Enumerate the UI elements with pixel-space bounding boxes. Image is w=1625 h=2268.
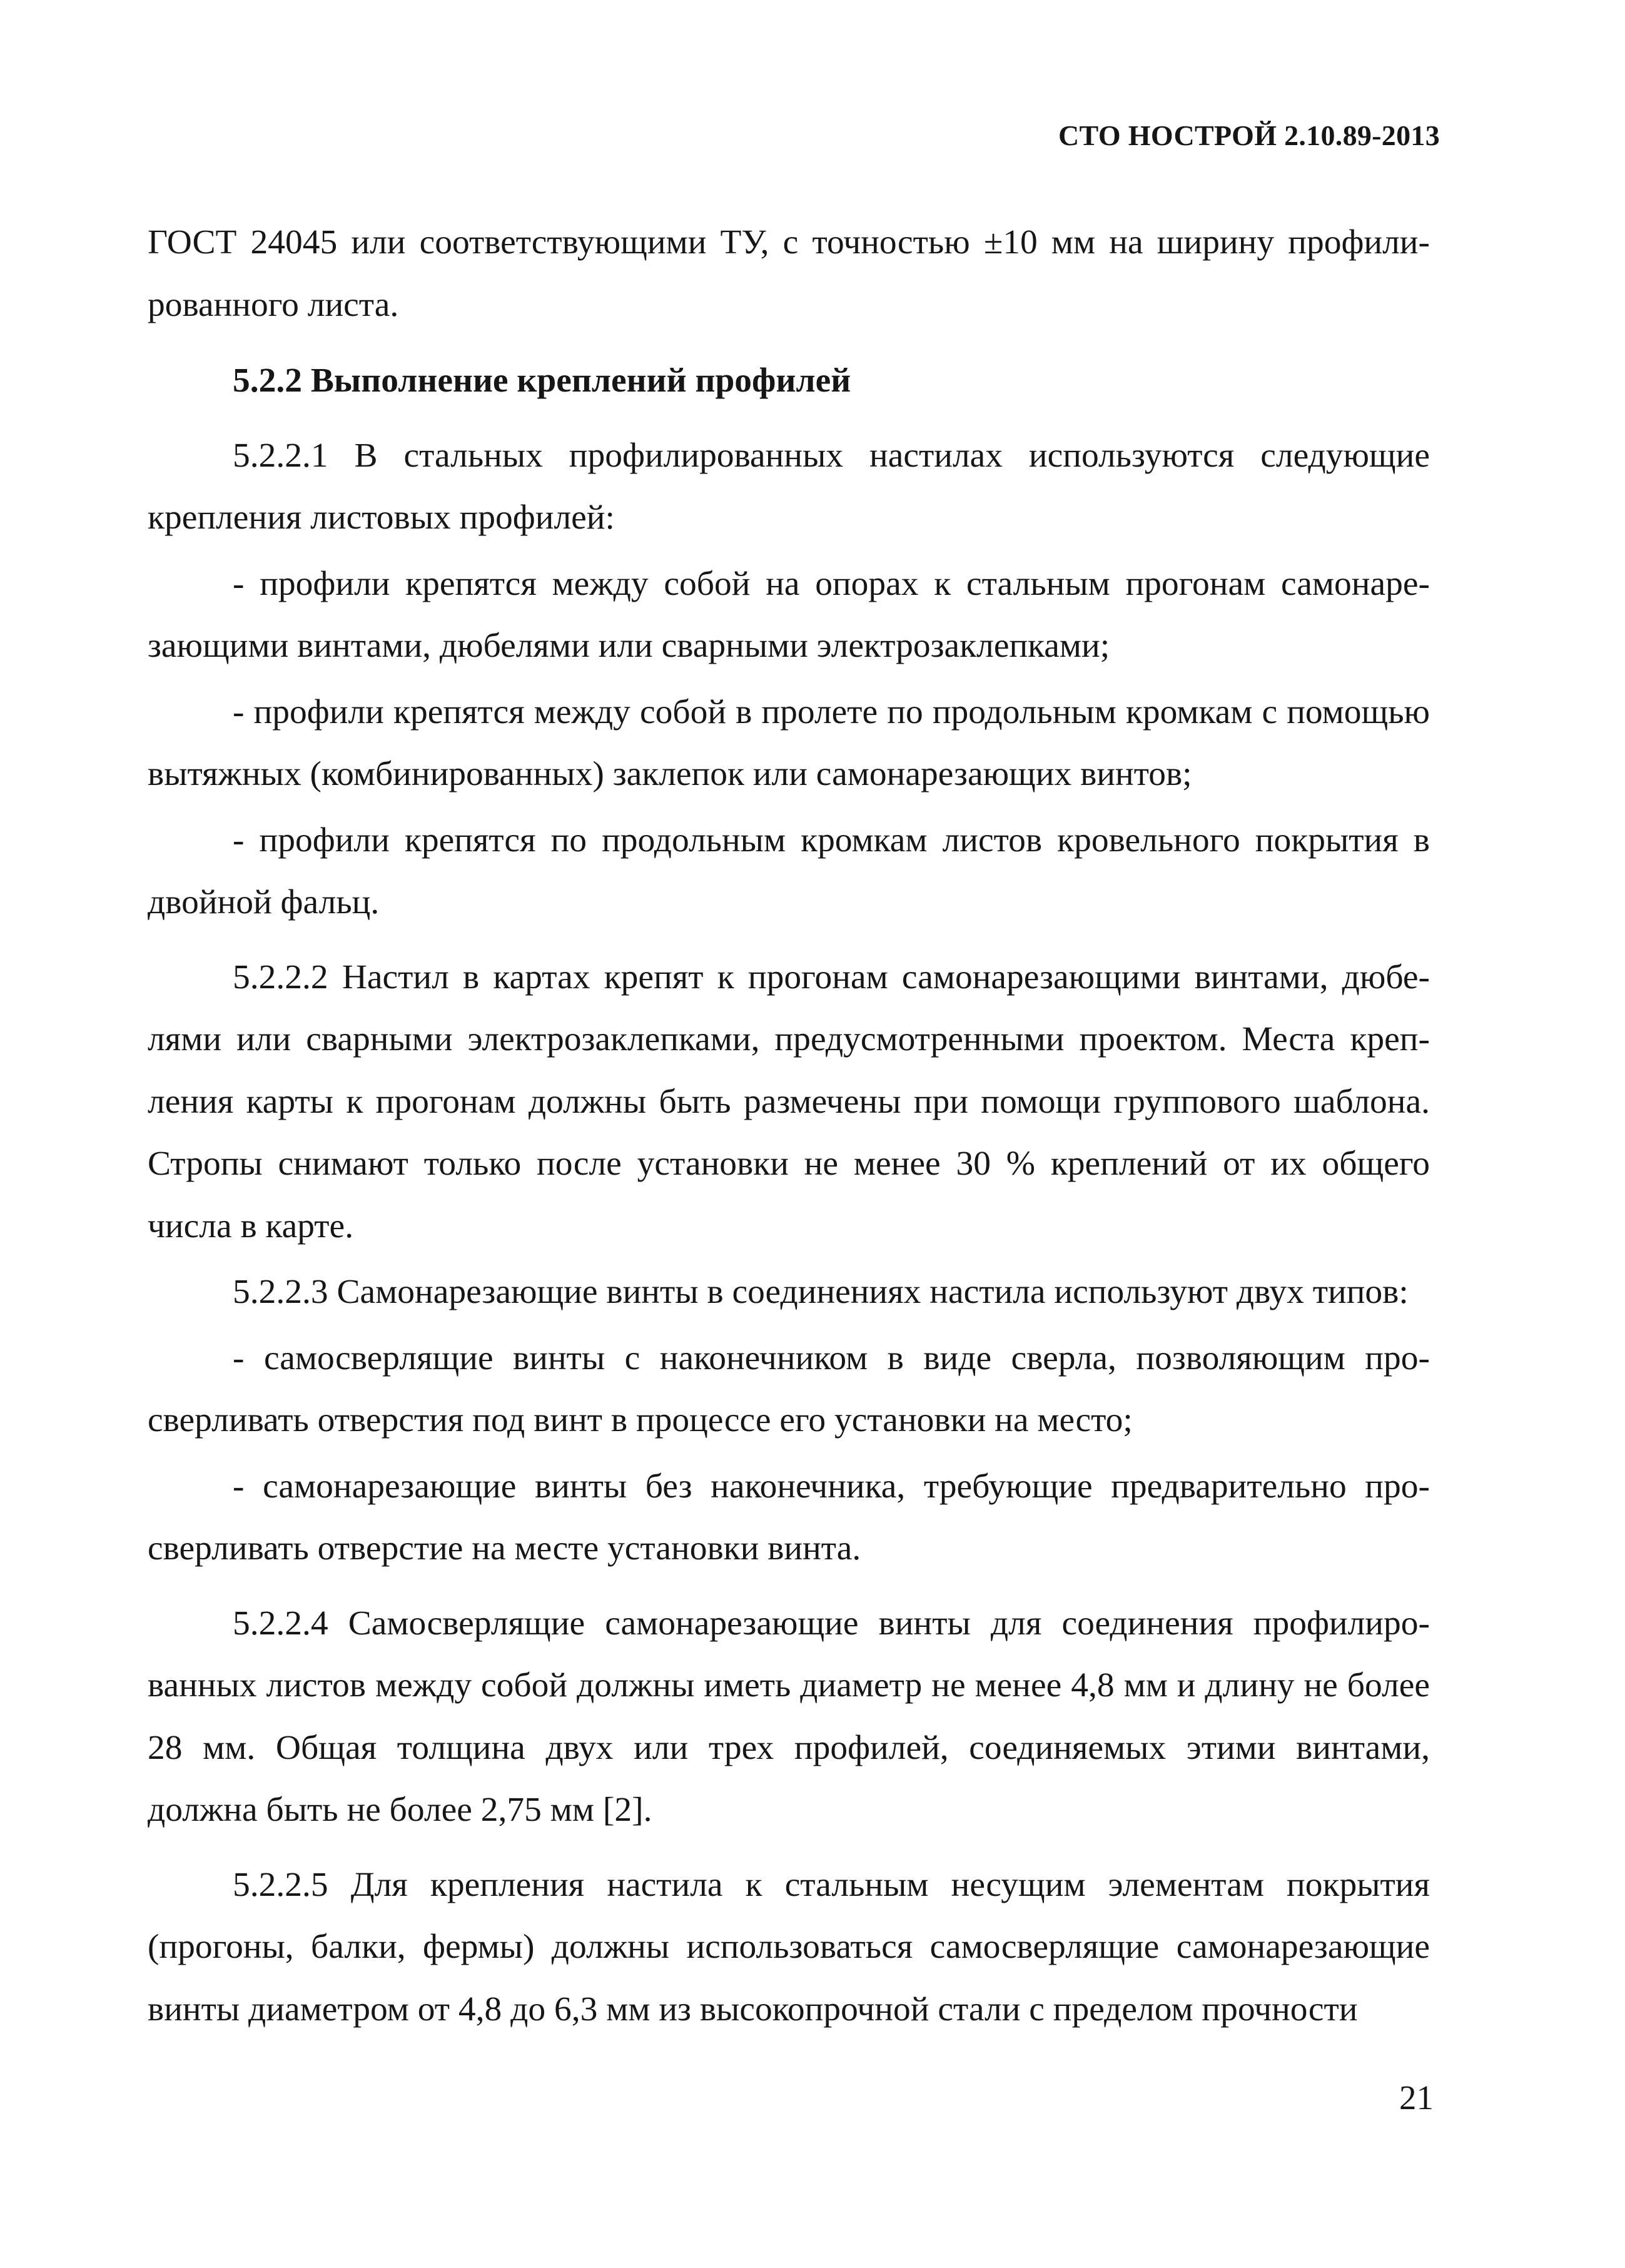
- list-item-fastening-span: - профили крепятся между собой в пролете по продольным кромкам с помощью вытяжных (комбинированных) заклепок или самонарезающих винтов;: [148, 692, 1430, 793]
- list-item-double-seam: - профили крепятся по продольным кромкам листов кровельного покрытия в двойной фальц.: [148, 821, 1430, 921]
- document-code-header: СТО НОСТРОЙ 2.10.89-2013: [1058, 119, 1440, 151]
- paragraph-5-2-2-5: 5.2.2.5 Для крепления настила к стальным несущим элементам покрытия (прогоны, балки, фермы) должны использоваться самосверлящие самонарезающие винты диаметром от 4,8 до 6,3 мм из высокопрочной стали с пределом прочности: [148, 1865, 1430, 2028]
- list-item-self-drilling-screws: - самосверлящие винты с наконечником в виде сверла, позволяющим просверливать отверстия под винт в процессе его установки на место;: [148, 1339, 1430, 1439]
- paragraph-5-2-2-3: 5.2.2.3 Самонарезающие винты в соединениях настила используют двух типов:: [233, 1273, 1409, 1311]
- document-body: [148, 211, 1430, 2040]
- section-heading-5-2-2: 5.2.2 Выполнение креплений профилей: [233, 362, 851, 400]
- paragraph-5-2-2-2: 5.2.2.2 Настил в картах крепят к прогонам самонарезающими винтами, дюбелями или сварными электрозаклепками, предусмотренными проектом. Места крепления карты к прогонам должны быть размечены при помощи группового шаблона. Стропы снимают только после установки не менее 30 % креплений от их общего числа в карте.: [148, 958, 1430, 1245]
- paragraph-5-2-2-1: 5.2.2.1 В стальных профилированных настилах используются следующие крепления листовых профилей:: [148, 436, 1430, 537]
- page-number: 21: [1399, 2078, 1434, 2117]
- paragraph-continuation: ГОСТ 24045 или соответствующими ТУ, с точностью ±10 мм на ширину профилированного листа.: [148, 223, 1430, 324]
- paragraph-5-2-2-4: 5.2.2.4 Самосверлящие самонарезающие винты для соединения профилированных листов между собой должны иметь диаметр не менее 4,8 мм и длину не более 28 мм. Общая толщина двух или трех профилей, соединяемых этими винтами, должна быть не более 2,75 мм [2].: [148, 1604, 1430, 1829]
- list-item-fastening-supports: - профили крепятся между собой на опорах к стальным прогонам самонарезающими винтами, дюбелями или сварными электрозаклепками;: [148, 564, 1430, 665]
- list-item-self-tapping-screws: - самонарезающие винты без наконечника, требующие предварительно просверливать отверстие на месте установки винта.: [148, 1467, 1430, 1567]
